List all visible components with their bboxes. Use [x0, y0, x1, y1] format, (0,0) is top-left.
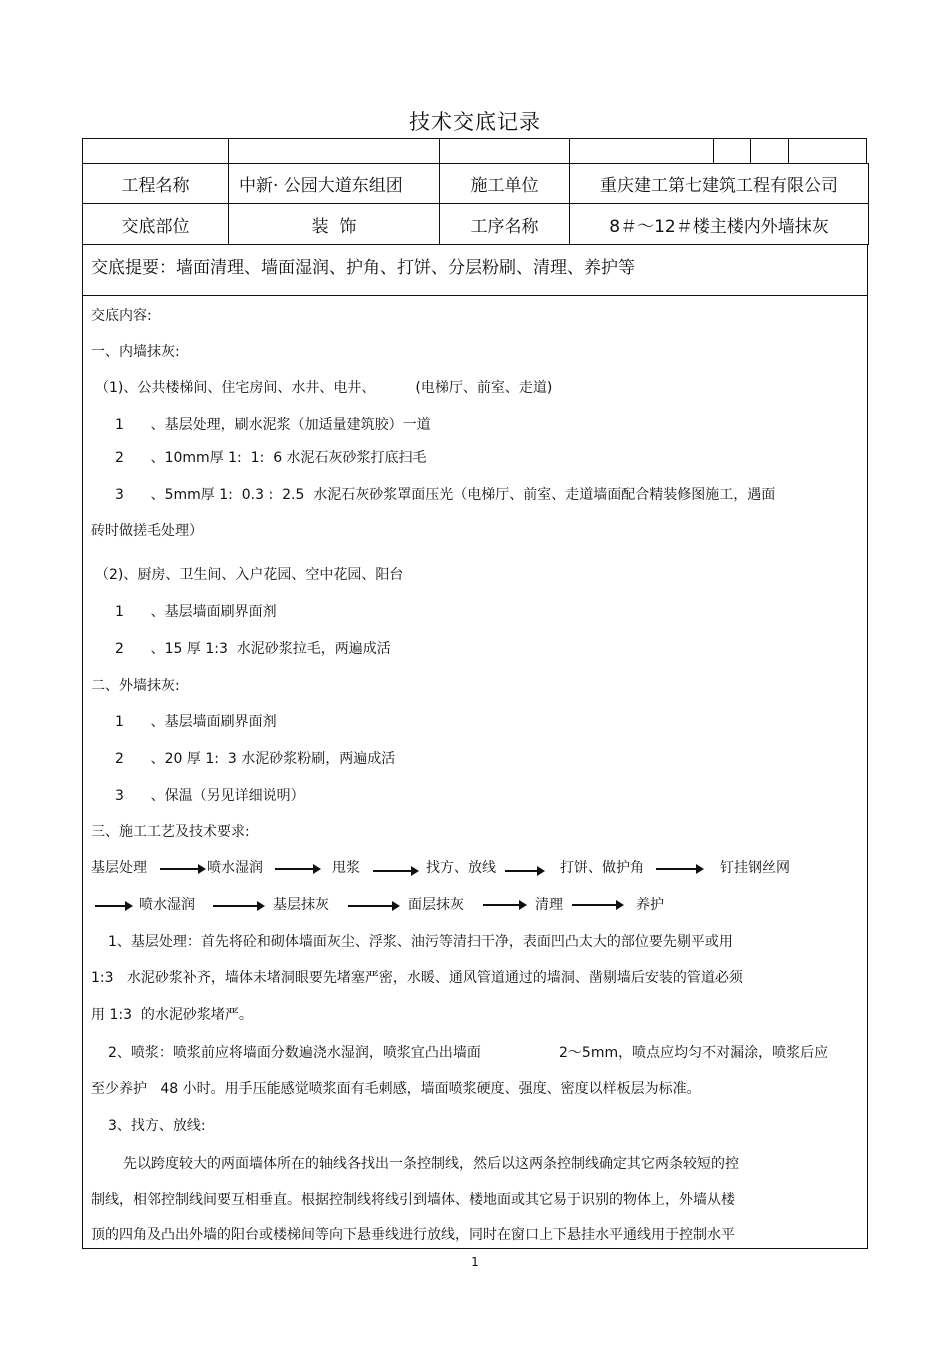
process-label: 工序名称	[440, 204, 570, 245]
process-value: 8＃～12＃楼主楼内外墙抹灰	[570, 204, 869, 245]
text-line: 1 、基层处理，刷水泥浆（加适量建筑胶）一道	[115, 417, 431, 433]
flow-step: 甩浆	[332, 860, 360, 876]
info-table	[82, 163, 869, 245]
text-line: 3 、5mm厚 1: 0.3 : 2.5 水泥石灰砂浆罩面压光（电梯厅、前室、走道墙面配合精装修图施工，遇面	[115, 487, 776, 503]
flow-step: 养护	[636, 897, 664, 913]
project-name-label: 工程名称	[83, 164, 229, 204]
part-value: 装 饰	[229, 204, 440, 245]
text-line: （1)、公共楼梯间、住宅房间、水井、电井、 (电梯厅、前室、走道)	[95, 380, 553, 396]
paragraph-line: 1、基层处理：首先将砼和砌体墙面灰尘、浮浆、油污等清扫干净，表面凹凸太大的部位要先剔平或用	[108, 934, 733, 950]
header-strip	[82, 138, 867, 164]
paragraph-line: 制线，相邻控制线间要互相垂直。根据控制线将线引到墙体、楼地面或其它易于识别的物体上，外墙从楼	[91, 1192, 735, 1208]
strip-divider	[788, 139, 789, 164]
content-heading: 交底内容:	[91, 308, 152, 324]
flow-arrow	[213, 905, 263, 907]
text-line: 1 、基层墙面刷界面剂	[115, 604, 277, 620]
section-heading: 三、施工工艺及技术要求:	[91, 824, 250, 840]
flow-step: 找方、放线	[426, 860, 496, 876]
summary-row: 交底提要：墙面清理、墙面湿润、护角、打饼、分层粉刷、清理、养护等	[82, 244, 868, 296]
contractor-label: 施工单位	[440, 164, 570, 204]
page-number: 1	[471, 1255, 479, 1269]
paragraph-line: 2～5mm，喷点应均匀不对漏涂，喷浆后应	[559, 1045, 829, 1061]
paragraph-line: 顶的四角及凸出外墙的阳台或楼梯间等向下悬垂线进行放线，同时在窗口上下悬挂水平通线用于控制水平	[91, 1227, 735, 1243]
strip-divider	[569, 139, 570, 164]
paragraph-line: 先以跨度较大的两面墙体所在的轴线各找出一条控制线，然后以这两条控制线确定其它两条较短的控	[123, 1156, 739, 1172]
paragraph-line: 1:3 水泥砂浆补齐，墙体未堵洞眼要先堵塞严密，水暖、通风管道通过的墙洞、凿剔墙后安装的管道必须	[91, 970, 743, 986]
flow-arrow	[95, 905, 131, 907]
text-line: 1 、基层墙面刷界面剂	[115, 714, 277, 730]
flow-step: 面层抹灰	[408, 897, 464, 913]
flow-arrow	[275, 868, 319, 870]
flow-arrow	[160, 868, 204, 870]
flow-arrow	[572, 904, 622, 906]
text-line: 砖时做搓毛处理）	[91, 523, 203, 539]
section-heading: 二、外墙抹灰:	[91, 678, 180, 694]
flow-arrow	[373, 870, 417, 872]
content-box	[82, 295, 868, 1249]
flow-arrow	[483, 904, 525, 906]
text-line: 3 、保温（另见详细说明）	[115, 788, 305, 804]
text-line: 2 、20 厚 1: 3 水泥砂浆粉刷，两遍成活	[115, 751, 396, 767]
strip-divider	[750, 139, 751, 164]
paragraph-line: 至少养护 48 小时。用手压能感觉喷浆面有毛刺感，墙面喷浆硬度、强度、密度以样板层为标准。	[91, 1081, 701, 1097]
paragraph-line: 用 1:3 的水泥砂浆堵严。	[91, 1007, 253, 1023]
section-heading: 3、找方、放线:	[108, 1118, 206, 1134]
flow-step: 喷水湿润	[207, 860, 263, 876]
flow-arrow	[505, 870, 543, 872]
text-line: 2 、10mm厚 1: 1: 6 水泥石灰砂浆打底扫毛	[115, 450, 427, 466]
flow-step: 基层抹灰	[273, 897, 329, 913]
flow-arrow	[656, 868, 702, 870]
part-label: 交底部位	[83, 204, 229, 245]
flow-step: 清理	[535, 897, 563, 913]
section-heading: 一、内墙抹灰:	[91, 344, 180, 360]
flow-step: 钉挂钢丝网	[720, 860, 790, 876]
project-name-value: 中新· 公园大道东组团	[229, 164, 440, 204]
contractor-value: 重庆建工第七建筑工程有限公司	[570, 164, 869, 204]
text-line: 2 、15 厚 1:3 水泥砂浆拉毛，两遍成活	[115, 641, 391, 657]
strip-divider	[228, 139, 229, 164]
flow-step: 打饼、做护角	[560, 860, 644, 876]
paragraph-line: 2、喷浆：喷浆前应将墙面分数遍浇水湿润，喷浆宜凸出墙面	[108, 1045, 481, 1061]
flow-step: 基层处理	[91, 860, 147, 876]
strip-divider	[439, 139, 440, 164]
flow-arrow	[348, 905, 398, 907]
page-title: 技术交底记录	[409, 110, 541, 134]
strip-divider	[713, 139, 714, 164]
flow-step: 喷水湿润	[139, 897, 195, 913]
text-line: （2)、厨房、卫生间、入户花园、空中花园、阳台	[95, 567, 404, 583]
